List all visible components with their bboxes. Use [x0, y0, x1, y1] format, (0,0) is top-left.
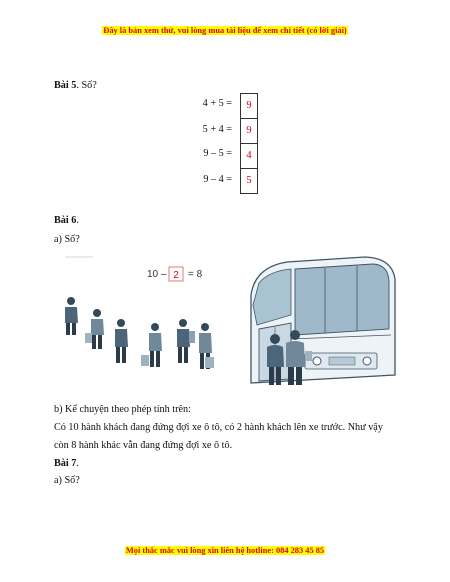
preview-notice-banner	[0, 26, 450, 35]
exercise-6-heading	[54, 214, 79, 227]
expression-2: 5 + 4 =	[202, 124, 232, 135]
equation-right: = 8	[188, 269, 203, 280]
expression-3: 9 – 5 =	[203, 148, 232, 159]
passenger-waiting-2	[85, 309, 104, 349]
exercise-5-title: Bài 5	[54, 80, 77, 91]
answer-2: 9	[246, 125, 252, 136]
passenger-waiting-4	[141, 323, 162, 367]
answer-3: 4	[246, 150, 252, 161]
exercise-6-part-b: b) Kể chuyện theo phép tính trên:	[54, 404, 191, 415]
answer-4: 5	[246, 175, 252, 186]
hotline-text: Mọi thắc mắc vui lòng xin liên hệ hotline: 084 283 45 85	[125, 546, 325, 555]
passenger-waiting-5	[177, 319, 195, 363]
passenger-waiting-6	[199, 323, 214, 369]
exercise-6-title: Bài 6	[54, 215, 77, 226]
answer-box-1[interactable]	[240, 93, 258, 118]
answer-box-3[interactable]	[240, 143, 258, 168]
answer-box-4[interactable]	[240, 168, 258, 194]
story-line-1: Có 10 hành khách đang đứng đợi xe ô tô, có 2 hành khách lên xe trước. Như vậy	[54, 422, 383, 433]
exercise-7-part-a: a) Số?	[54, 475, 80, 486]
equation-answer: 2	[173, 270, 179, 281]
answer-1: 9	[246, 100, 252, 111]
expression-4: 9 – 4 =	[203, 174, 232, 185]
passenger-waiting-1	[65, 297, 78, 335]
story-line-2: còn 8 hành khác vẫn đang đứng đợi xe ô tô.	[54, 440, 233, 451]
exercise-7-heading	[54, 457, 79, 470]
waiting-passengers	[65, 297, 214, 369]
exercise-6-dot: .	[76, 215, 79, 226]
hotline-banner	[0, 546, 450, 555]
exercise-7-title: Bài 7	[54, 458, 77, 469]
exercise-5-prompt: . Số?	[76, 80, 97, 91]
exercise-6-part-a: a) Số?	[54, 234, 80, 245]
exercise-7-dot: .	[76, 458, 79, 469]
equation-left: 10 –	[147, 269, 167, 280]
expression-1: 4 + 5 =	[202, 98, 232, 109]
exercise-5-heading	[54, 79, 97, 92]
answer-box-2[interactable]	[240, 118, 258, 143]
passenger-waiting-3	[115, 319, 128, 363]
bus-passengers-illustration	[55, 255, 400, 393]
preview-notice-text: Đây là bản xem thử, vui lòng mua tài liệu để xem chi tiết (có lời giải)	[103, 26, 347, 35]
